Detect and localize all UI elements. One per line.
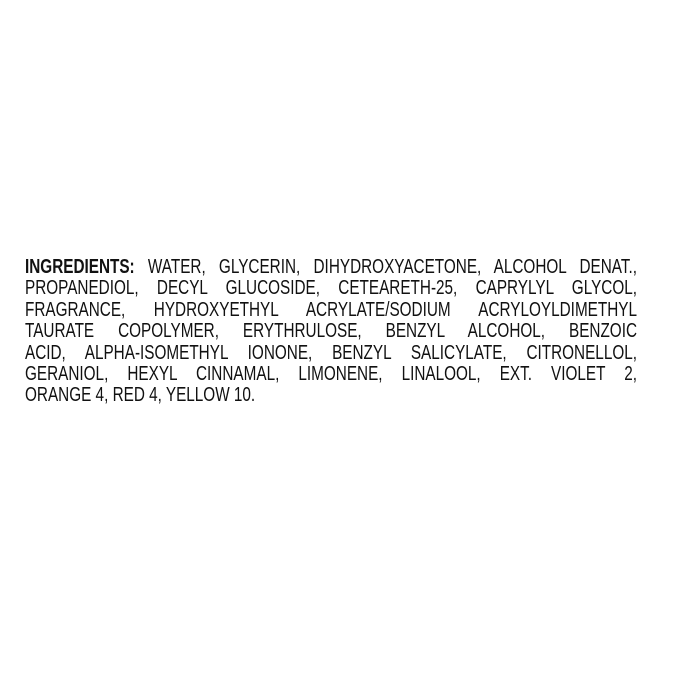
ingredients-text-block	[25, 257, 637, 407]
ingredients-line: ACID, ALPHA-ISOMETHYL IONONE, BENZYL SALICYLATE, CITRONELLOL,	[25, 341, 637, 364]
ingredients-line-text: WATER, GLYCERIN, DIHYDROXYACETONE, ALCOHOL DENAT.,	[147, 256, 637, 278]
ingredients-line: GERANIOL, HEXYL CINNAMAL, LIMONENE, LINALOOL, EXT. VIOLET 2,	[25, 363, 637, 386]
ingredients-line: TAURATE COPOLYMER, ERYTHRULOSE, BENZYL ALCOHOL, BENZOIC	[25, 320, 637, 343]
ingredients-line	[25, 257, 637, 278]
ingredients-heading: INGREDIENTS:	[25, 256, 135, 278]
ingredients-line: FRAGRANCE, HYDROXYETHYL ACRYLATE/SODIUM ACRYLOYLDIMETHYL	[25, 298, 637, 321]
ingredients-line: ORANGE 4, RED 4, YELLOW 10.	[25, 384, 256, 407]
ingredients-line: PROPANEDIOL, DECYL GLUCOSIDE, CETEARETH-25, CAPRYLYL GLYCOL,	[25, 277, 637, 300]
